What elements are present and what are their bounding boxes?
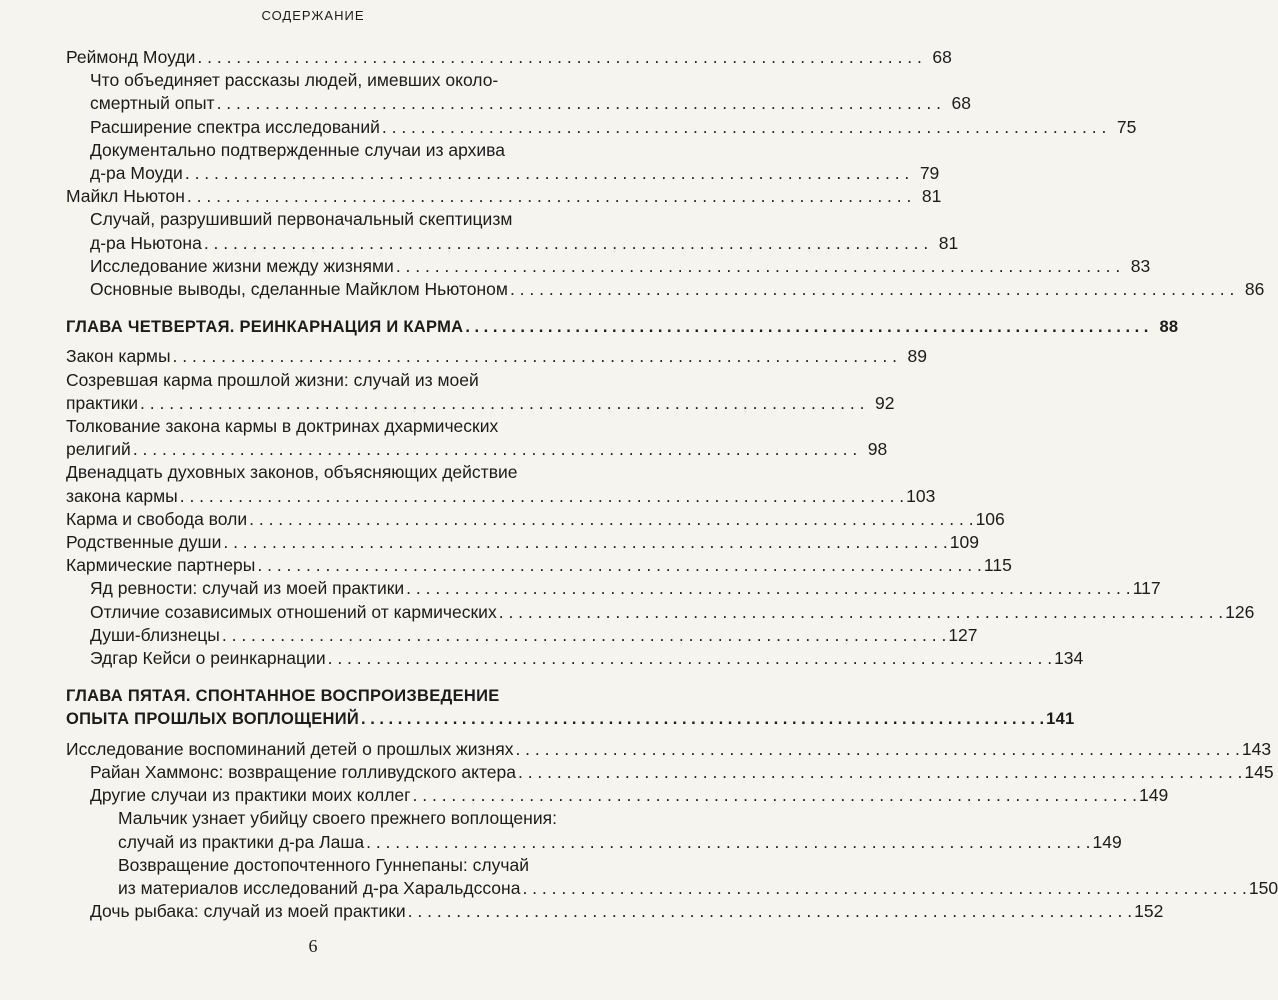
toc-entry-title: д-ра Ньютона bbox=[90, 232, 202, 253]
toc-entry bbox=[66, 46, 952, 69]
toc-entry-line bbox=[66, 46, 952, 69]
leader-dots bbox=[366, 831, 1090, 854]
toc-page-number: 88 bbox=[1159, 318, 1179, 337]
toc-entry-line bbox=[66, 531, 979, 554]
toc-entry-title: Яд ревности: случай из моей практики bbox=[90, 578, 405, 599]
leader-dots bbox=[222, 624, 946, 647]
running-header: СОДЕРЖАНИЕ bbox=[261, 8, 365, 23]
leader-dots bbox=[328, 647, 1052, 670]
toc-page-number: 81 bbox=[921, 186, 942, 207]
toc-page-number: 126 bbox=[1225, 601, 1255, 622]
toc-page-number: 81 bbox=[938, 232, 959, 253]
toc-page-number: 86 bbox=[1244, 279, 1265, 300]
toc-entry-title: Что объединяет рассказы людей, имевших около- bbox=[90, 70, 499, 91]
toc-page-number: 83 bbox=[1130, 255, 1151, 276]
toc-entry-line bbox=[66, 392, 895, 415]
page-number: 6 bbox=[308, 936, 318, 956]
leader-dots bbox=[510, 278, 1234, 301]
table-of-contents bbox=[66, 46, 1278, 923]
toc-entry-line bbox=[90, 92, 972, 115]
toc-entry-title: Документально подтвержденные случаи из архива bbox=[90, 139, 506, 160]
toc-entry-line bbox=[90, 577, 1161, 600]
toc-entry-line bbox=[66, 185, 942, 208]
toc-entry bbox=[66, 345, 927, 368]
toc-page-number: 149 bbox=[1092, 831, 1122, 852]
toc-entry-title: Закон кармы bbox=[66, 346, 171, 367]
toc-entry-title: случай из практики д-ра Лаша bbox=[118, 831, 365, 852]
toc-entry-title: ОПЫТА ПРОШЛЫХ ВОПЛОЩЕНИЙ bbox=[66, 710, 360, 729]
toc-entry-line bbox=[66, 438, 888, 461]
toc-entry bbox=[90, 761, 1274, 784]
toc-entry-line bbox=[90, 647, 1084, 670]
leader-dots bbox=[408, 900, 1132, 923]
toc-page-number: 117 bbox=[1132, 578, 1161, 599]
toc-page-number: 134 bbox=[1054, 648, 1084, 669]
toc-entry-line bbox=[66, 508, 1005, 531]
toc-entry-title: Реймонд Моуди bbox=[66, 47, 196, 67]
toc-entry-line bbox=[90, 162, 940, 185]
toc-page-number: 75 bbox=[1116, 116, 1137, 137]
toc-entry-title: Возвращение достопочтенного Гуннепаны: случай bbox=[118, 854, 529, 875]
toc-page-number: 79 bbox=[919, 163, 940, 184]
toc-entry bbox=[118, 854, 1278, 900]
leader-dots bbox=[217, 92, 941, 115]
toc-page-number: 115 bbox=[983, 555, 1012, 576]
toc-entry bbox=[90, 624, 978, 647]
toc-entry-line bbox=[118, 877, 1278, 900]
toc-entry-title: Эдгар Кейси о реинкарнации bbox=[90, 648, 326, 669]
toc-page-number: 127 bbox=[948, 624, 978, 645]
toc-entry bbox=[118, 807, 1122, 853]
leader-dots bbox=[223, 531, 947, 554]
leader-dots bbox=[522, 877, 1246, 900]
toc-entry-line bbox=[66, 415, 594, 438]
leader-dots bbox=[173, 345, 897, 368]
toc-entry-title: религий bbox=[66, 439, 131, 460]
toc-entry bbox=[66, 461, 936, 507]
toc-entry-line bbox=[66, 345, 927, 368]
leader-dots bbox=[361, 708, 1044, 731]
leader-dots bbox=[140, 392, 864, 415]
toc-entry bbox=[90, 647, 1084, 670]
toc-entry bbox=[90, 139, 940, 185]
toc-entry-line bbox=[90, 761, 1274, 784]
leader-dots bbox=[180, 485, 904, 508]
toc-entry-title: смертный опыт bbox=[90, 93, 215, 114]
toc-entry-title: Майкл Ньютон bbox=[66, 186, 185, 207]
leader-dots bbox=[197, 46, 921, 69]
toc-entry bbox=[90, 69, 972, 115]
leader-dots bbox=[406, 577, 1130, 600]
toc-page-number: 141 bbox=[1046, 710, 1075, 729]
toc-entry-line bbox=[90, 208, 594, 231]
toc-entry-line bbox=[66, 461, 594, 484]
toc-page-number: 149 bbox=[1138, 785, 1169, 806]
leader-dots bbox=[133, 438, 857, 461]
toc-entry-title: Дочь рыбака: случай из моей практики bbox=[90, 901, 406, 922]
leader-dots bbox=[382, 116, 1106, 139]
leader-dots bbox=[413, 784, 1137, 807]
toc-entry-title: Души-близнецы bbox=[90, 624, 220, 645]
toc-entry-line bbox=[90, 69, 594, 92]
toc-entry-line bbox=[90, 139, 594, 162]
toc-entry bbox=[66, 415, 888, 461]
toc-page-number: 106 bbox=[975, 508, 1005, 529]
toc-entry-line bbox=[90, 116, 1137, 139]
toc-entry bbox=[90, 601, 1255, 624]
toc-page-number: 145 bbox=[1244, 761, 1274, 782]
toc-entry-title: Отличие созависимых отношений от кармических bbox=[90, 601, 497, 622]
leader-dots bbox=[518, 761, 1242, 784]
toc-page-number: 103 bbox=[906, 485, 936, 506]
toc-entry-line bbox=[66, 316, 1179, 339]
toc-entry-title: практики bbox=[66, 392, 139, 413]
toc-entry-line bbox=[118, 807, 594, 830]
toc-entry bbox=[90, 255, 1151, 278]
toc-entry-title: Кармические партнеры bbox=[66, 555, 256, 576]
leader-dots bbox=[515, 738, 1239, 761]
toc-entry-line bbox=[118, 854, 594, 877]
toc-page-number: 98 bbox=[867, 439, 888, 460]
toc-entry-title: Другие случаи из практики моих коллег bbox=[90, 785, 411, 806]
leader-dots bbox=[396, 255, 1120, 278]
leader-dots bbox=[204, 232, 928, 255]
toc-entry bbox=[90, 784, 1169, 807]
toc-entry-line bbox=[66, 685, 594, 708]
toc-entry-line bbox=[66, 485, 936, 508]
toc-entry-line bbox=[90, 784, 1169, 807]
toc-entry-line bbox=[90, 278, 1265, 301]
toc-entry-title: Основные выводы, сделанные Майклом Ньютоном bbox=[90, 279, 508, 300]
toc-entry-title: Исследование жизни между жизнями bbox=[90, 255, 394, 276]
toc-entry-title: Толкование закона кармы в доктринах дхармических bbox=[66, 416, 499, 437]
toc-entry-line bbox=[66, 554, 1012, 577]
toc-entry bbox=[90, 208, 959, 254]
toc-entry-line bbox=[118, 831, 1122, 854]
toc-entry-title: Мальчик узнает убийцу своего прежнего воплощения: bbox=[118, 808, 557, 829]
toc-entry-line bbox=[90, 624, 978, 647]
chapter-heading bbox=[66, 316, 1179, 339]
leader-dots bbox=[185, 162, 909, 185]
toc-entry-title: ГЛАВА ЧЕТВЕРТАЯ. РЕИНКАРНАЦИЯ И КАРМА bbox=[66, 318, 464, 337]
leader-dots bbox=[465, 316, 1148, 339]
toc-entry-title: Расширение спектра исследований bbox=[90, 116, 380, 137]
toc-entry-title: Созревшая карма прошлой жизни: случай из моей bbox=[66, 369, 479, 390]
toc-page-number: 143 bbox=[1241, 738, 1272, 759]
toc-page-number: 152 bbox=[1134, 901, 1164, 922]
toc-entry-title: Исследование воспоминаний детей о прошлых жизнях bbox=[66, 738, 514, 759]
toc-entry-title: Райан Хаммонс: возвращение голливудского актера bbox=[90, 761, 516, 782]
toc-page-number: 92 bbox=[875, 392, 895, 413]
toc-page-number: 68 bbox=[951, 93, 972, 114]
toc-entry bbox=[90, 116, 1137, 139]
toc-entry-line bbox=[90, 255, 1151, 278]
toc-entry bbox=[66, 508, 1005, 531]
toc-entry bbox=[66, 531, 979, 554]
toc-entry bbox=[90, 278, 1265, 301]
toc-entry-title: закона кармы bbox=[66, 485, 178, 506]
toc-entry-line bbox=[90, 900, 1164, 923]
toc-entry bbox=[90, 577, 1161, 600]
toc-entry-title: д-ра Моуди bbox=[90, 163, 183, 184]
leader-dots bbox=[187, 185, 911, 208]
toc-page-number: 150 bbox=[1248, 877, 1278, 898]
toc-entry-title: Случай, разрушивший первоначальный скептицизм bbox=[90, 209, 513, 230]
toc-entry-line bbox=[66, 369, 594, 392]
toc-entry-title: из материалов исследований д-ра Харальдссона bbox=[118, 877, 521, 898]
toc-page-number: 109 bbox=[949, 532, 979, 553]
toc-entry-title: Двенадцать духовных законов, объясняющих действие bbox=[66, 462, 518, 483]
toc-entry-line bbox=[90, 601, 1255, 624]
toc-entry-line bbox=[66, 708, 1075, 731]
leader-dots bbox=[499, 601, 1223, 624]
toc-entry bbox=[66, 554, 1012, 577]
toc-page-number: 68 bbox=[932, 47, 952, 67]
toc-entry bbox=[66, 185, 942, 208]
toc-entry bbox=[66, 369, 895, 415]
toc-page-number: 89 bbox=[907, 346, 927, 367]
toc-entry bbox=[66, 738, 1272, 761]
leader-dots bbox=[249, 508, 973, 531]
toc-entry-title: ГЛАВА ПЯТАЯ. СПОНТАННОЕ ВОСПРОИЗВЕДЕНИЕ bbox=[66, 687, 500, 706]
leader-dots bbox=[257, 554, 981, 577]
toc-entry-title: Родственные души bbox=[66, 532, 222, 553]
toc-entry-line bbox=[90, 232, 959, 255]
toc-entry-title: Карма и свобода воли bbox=[66, 508, 248, 529]
chapter-heading bbox=[66, 685, 1075, 731]
toc-entry-line bbox=[66, 738, 1272, 761]
toc-entry bbox=[90, 900, 1164, 923]
